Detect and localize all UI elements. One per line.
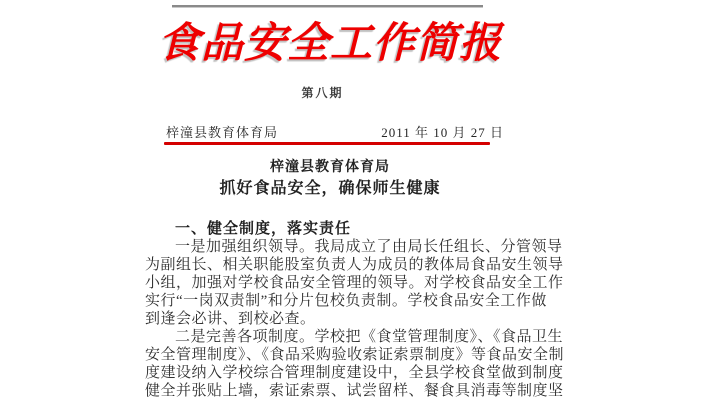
article-title-line1: 梓潼县教育体育局 xyxy=(270,158,390,174)
body-line: 实行“一岗双责制”和分片包校负责制。学校食品安全工作做 xyxy=(145,293,547,309)
header-row xyxy=(166,122,504,141)
body-line: 小组，加强对学校食品安全管理的领导。对学校食品安全工作 xyxy=(145,275,564,291)
header-red-rule xyxy=(164,142,490,145)
top-rule xyxy=(172,5,483,8)
body-line: 为副组长、相关职能股室负责人为成员的教体局食品安生领导 xyxy=(145,257,564,273)
bulletin-masthead-title: 食品安全工作简报 xyxy=(157,18,502,67)
issue-number: 第八期 xyxy=(301,86,344,100)
article-title xyxy=(145,156,515,200)
body-line: 安全管理制度》、《食品采购验收索证索票制度》等食品安全制 xyxy=(145,347,565,363)
article-title-line2: 抓好食品安全，确保师生健康 xyxy=(219,180,441,197)
body-line: 度建设纳入学校综合管理制度建设中，全县学校食堂做到制度 xyxy=(145,365,564,381)
issue-date: 2011 年 10 月 27 日 xyxy=(381,125,504,140)
issuing-agency: 梓潼县教育体育局 xyxy=(166,125,279,140)
body-line: 健全并张贴上墙，索证索票、试尝留样、餐食具消毒等制度坚 xyxy=(145,383,564,399)
article-body xyxy=(145,220,569,400)
body-line: 到逢会必讲、到校必查。 xyxy=(145,311,316,327)
body-line: 一是加强组织领导。我局成立了由局长任组长、分管领导 xyxy=(175,239,563,255)
section-heading: 一、健全制度，落实责任 xyxy=(175,220,352,237)
body-line: 二是完善各项制度。学校把《食堂管理制度》、《食品卫生 xyxy=(175,329,564,345)
